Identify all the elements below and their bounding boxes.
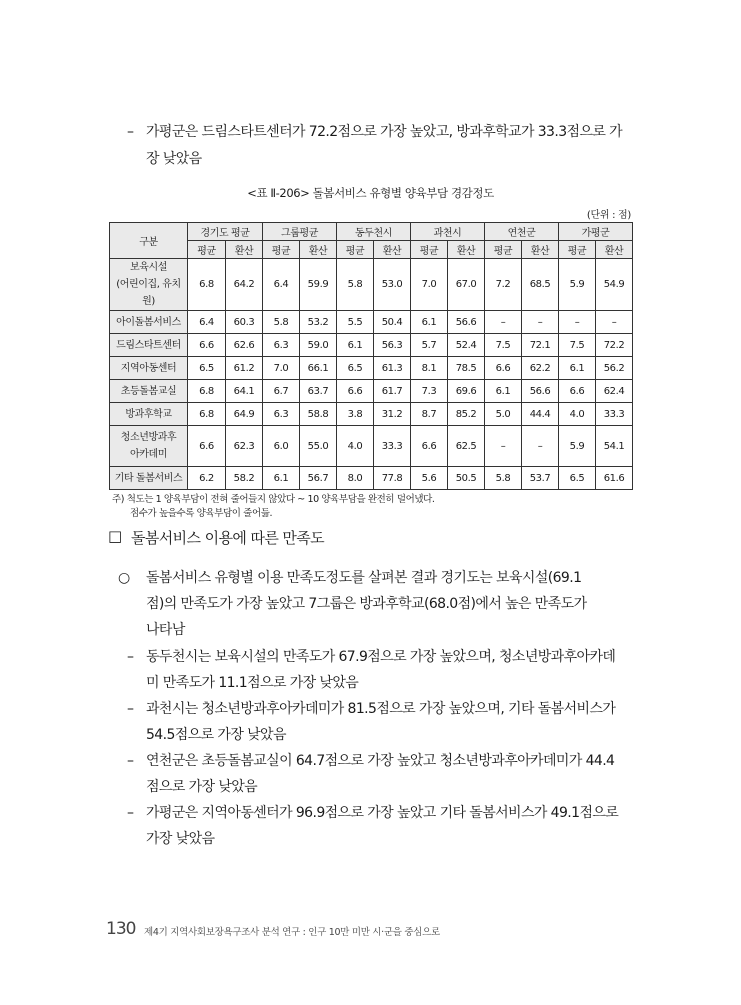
subheader-cell: 평균	[485, 241, 522, 259]
satisfaction-table	[109, 222, 633, 490]
table-cell: 4.0	[337, 426, 374, 467]
table-cell: –	[559, 311, 596, 334]
subheader-cell: 환산	[522, 241, 559, 259]
table-cell: 6.4	[188, 311, 226, 334]
table-cell: 59.9	[300, 259, 337, 311]
running-footer-title: 제4기 지역사회보장욕구조사 분석 연구 : 인구 10만 미만 시·군을 중심으로	[144, 927, 440, 938]
table-cell: 6.6	[559, 380, 596, 403]
table-cell: 56.3	[374, 334, 411, 357]
table-cell: 68.5	[522, 259, 559, 311]
table-cell: 33.3	[374, 426, 411, 467]
table-cell: 6.1	[559, 357, 596, 380]
dash-bullet: –	[127, 701, 134, 717]
table-cell: 50.4	[374, 311, 411, 334]
table-cell: 61.3	[374, 357, 411, 380]
header-region: 그룹평균	[263, 223, 337, 241]
table-cell: 6.5	[559, 467, 596, 490]
table-cell: 5.5	[337, 311, 374, 334]
table-cell: 6.6	[485, 357, 522, 380]
dash-item-3-line-2: 점으로 가장 낮았음	[146, 779, 258, 795]
table-cell: 62.6	[226, 334, 263, 357]
table-cell: 53.7	[522, 467, 559, 490]
table-cell: 64.9	[226, 403, 263, 426]
table-cell: 6.6	[411, 426, 448, 467]
table-cell: 6.8	[188, 380, 226, 403]
table-cell: 61.7	[374, 380, 411, 403]
section-box-icon: □	[108, 527, 122, 545]
subheader-cell: 평균	[188, 241, 226, 259]
intro-line-1: 가평군은 드림스타트센터가 72.2점으로 가장 높았고, 방과후학교가 33.3점으로 가	[146, 124, 623, 140]
table-cell: –	[522, 426, 559, 467]
intro-line-2: 장 낮았음	[146, 151, 202, 167]
table-cell: 7.2	[485, 259, 522, 311]
header-region: 동두천시	[337, 223, 411, 241]
subheader-row	[110, 241, 633, 259]
circle-bullet-icon: ○	[118, 570, 130, 586]
dash-bullet: –	[127, 805, 134, 821]
row-label: 방과후학교	[110, 403, 188, 426]
table-row	[110, 311, 633, 334]
table-cell: 6.2	[188, 467, 226, 490]
table-cell: 8.7	[411, 403, 448, 426]
table-cell: 7.5	[559, 334, 596, 357]
table-cell: 6.0	[263, 426, 300, 467]
dash-item-3-line-1: 연천군은 초등돌봄교실이 64.7점으로 가장 높았고 청소년방과후아카데미가 44.4	[146, 753, 615, 769]
table-cell: 58.8	[300, 403, 337, 426]
table-cell: 56.7	[300, 467, 337, 490]
table-cell: 56.2	[596, 357, 633, 380]
subheader-cell: 환산	[448, 241, 485, 259]
table-note-1: 주) 척도는 1 양육부담이 전혀 줄어들지 않았다 ~ 10 양육부담을 완전히 덜어냈다.	[112, 494, 435, 505]
dash-item-4-line-2: 가장 낮았음	[146, 831, 215, 847]
table-cell: 6.6	[188, 334, 226, 357]
header-category: 구분	[110, 223, 188, 259]
page-number: 130	[106, 919, 136, 939]
paragraph-line-2: 점)의 만족도가 가장 높았고 7그룹은 방과후학교(68.0점)에서 높은 만족도가	[146, 596, 587, 612]
table-cell: –	[522, 311, 559, 334]
table-row	[110, 403, 633, 426]
table-cell: 6.6	[337, 380, 374, 403]
dash-bullet: –	[127, 753, 134, 769]
row-label: 초등돌봄교실	[110, 380, 188, 403]
header-region: 가평군	[559, 223, 633, 241]
row-label: 지역아동센터	[110, 357, 188, 380]
header-region: 연천군	[485, 223, 559, 241]
table-cell: 60.3	[226, 311, 263, 334]
table-cell: 6.1	[485, 380, 522, 403]
table-cell: 78.5	[448, 357, 485, 380]
dash-item-1-line-1: 동두천시는 보육시설의 만족도가 67.9점으로 가장 높았으며, 청소년방과후아카데	[146, 649, 616, 665]
table-cell: 7.5	[485, 334, 522, 357]
table-cell: 61.6	[596, 467, 633, 490]
header-region: 경기도 평균	[188, 223, 263, 241]
table-cell: 50.5	[448, 467, 485, 490]
table-cell: 67.0	[448, 259, 485, 311]
table-cell: 31.2	[374, 403, 411, 426]
table-cell: 5.0	[485, 403, 522, 426]
table-cell: –	[485, 426, 522, 467]
table-cell: 58.2	[226, 467, 263, 490]
section-title: 돌봄서비스 이용에 따른 만족도	[131, 529, 325, 547]
row-label: 청소년방과후 아카데미	[110, 426, 188, 467]
table-cell: 56.6	[522, 380, 559, 403]
subheader-cell: 평균	[559, 241, 596, 259]
table-cell: 6.5	[337, 357, 374, 380]
table-cell: 62.4	[596, 380, 633, 403]
table-row	[110, 357, 633, 380]
table-cell: 6.1	[337, 334, 374, 357]
subheader-cell: 평균	[263, 241, 300, 259]
table-cell: 6.8	[188, 403, 226, 426]
table-cell: 52.4	[448, 334, 485, 357]
subheader-cell: 환산	[226, 241, 263, 259]
table-cell: 69.6	[448, 380, 485, 403]
table-cell: 5.7	[411, 334, 448, 357]
table-cell: 72.1	[522, 334, 559, 357]
table-cell: 55.0	[300, 426, 337, 467]
paragraph-line-1: 돌봄서비스 유형별 이용 만족도정도를 살펴본 결과 경기도는 보육시설(69.1	[146, 570, 582, 586]
table-cell: 33.3	[596, 403, 633, 426]
table-cell: 6.3	[263, 334, 300, 357]
table-row	[110, 380, 633, 403]
table-row	[110, 259, 633, 311]
subheader-cell: 환산	[596, 241, 633, 259]
table-cell: 7.0	[263, 357, 300, 380]
table-cell: 6.8	[188, 259, 226, 311]
table-cell: 5.8	[263, 311, 300, 334]
row-label: 드림스타트센터	[110, 334, 188, 357]
table-cell: 72.2	[596, 334, 633, 357]
table-cell: 62.5	[448, 426, 485, 467]
table-cell: 77.8	[374, 467, 411, 490]
table-cell: 64.1	[226, 380, 263, 403]
table-cell: 6.4	[263, 259, 300, 311]
table-cell: 5.8	[337, 259, 374, 311]
table-cell: 5.9	[559, 426, 596, 467]
row-label: 아이돌봄서비스	[110, 311, 188, 334]
table-cell: 53.0	[374, 259, 411, 311]
table-cell: 63.7	[300, 380, 337, 403]
subheader-cell: 환산	[300, 241, 337, 259]
dash-item-2-line-2: 54.5점으로 가장 낮았음	[146, 727, 286, 743]
table-cell: 64.2	[226, 259, 263, 311]
table-body	[110, 259, 633, 490]
table-cell: 7.0	[411, 259, 448, 311]
dash-item-4-line-1: 가평군은 지역아동센터가 96.9점으로 가장 높았고 기타 돌봄서비스가 49.1점으로	[146, 805, 619, 821]
table-cell: 3.8	[337, 403, 374, 426]
subheader-cell: 평균	[411, 241, 448, 259]
dash-item-1-line-2: 미 만족도가 11.1점으로 가장 낮았음	[146, 675, 359, 691]
header-region: 과천시	[411, 223, 485, 241]
table-row	[110, 426, 633, 467]
subheader-cell: 평균	[337, 241, 374, 259]
table-cell: 44.4	[522, 403, 559, 426]
row-label: 보육시설 (어린이집, 유치원)	[110, 259, 188, 311]
row-label: 기타 돌봄서비스	[110, 467, 188, 490]
table-cell: 5.9	[559, 259, 596, 311]
table-cell: 59.0	[300, 334, 337, 357]
subheader-cell: 환산	[374, 241, 411, 259]
table-cell: 6.3	[263, 403, 300, 426]
dash-item-2-line-1: 과천시는 청소년방과후아카데미가 81.5점으로 가장 높았으며, 기타 돌봄서비스가	[146, 701, 616, 717]
table-cell: 66.1	[300, 357, 337, 380]
table-cell: 5.8	[485, 467, 522, 490]
table-cell: –	[485, 311, 522, 334]
table-cell: 7.3	[411, 380, 448, 403]
table-cell: 54.9	[596, 259, 633, 311]
table-cell: 5.6	[411, 467, 448, 490]
table-cell: 56.6	[448, 311, 485, 334]
table-cell: 61.2	[226, 357, 263, 380]
table-row	[110, 467, 633, 490]
table-cell: 85.2	[448, 403, 485, 426]
table-cell: 8.1	[411, 357, 448, 380]
dash-bullet: –	[127, 649, 134, 665]
table-cell: 4.0	[559, 403, 596, 426]
table-cell: 8.0	[337, 467, 374, 490]
table-cell: 6.5	[188, 357, 226, 380]
table-cell: 6.6	[188, 426, 226, 467]
table-cell: 6.1	[263, 467, 300, 490]
table-row	[110, 334, 633, 357]
table-caption: <표 Ⅱ-206> 돌봄서비스 유형별 양육부담 경감정도	[247, 186, 494, 200]
table-unit: (단위 : 점)	[586, 210, 631, 221]
table-cell: 53.2	[300, 311, 337, 334]
paragraph-line-3: 나타남	[146, 622, 185, 638]
table-cell: 62.3	[226, 426, 263, 467]
table-cell: 6.1	[411, 311, 448, 334]
table-cell: 6.7	[263, 380, 300, 403]
table-note-2: 점수가 높을수록 양육부담이 줄어듦.	[130, 508, 273, 519]
table-cell: 62.2	[522, 357, 559, 380]
intro-dash: –	[127, 124, 134, 140]
table-cell: 54.1	[596, 426, 633, 467]
table-cell: –	[596, 311, 633, 334]
